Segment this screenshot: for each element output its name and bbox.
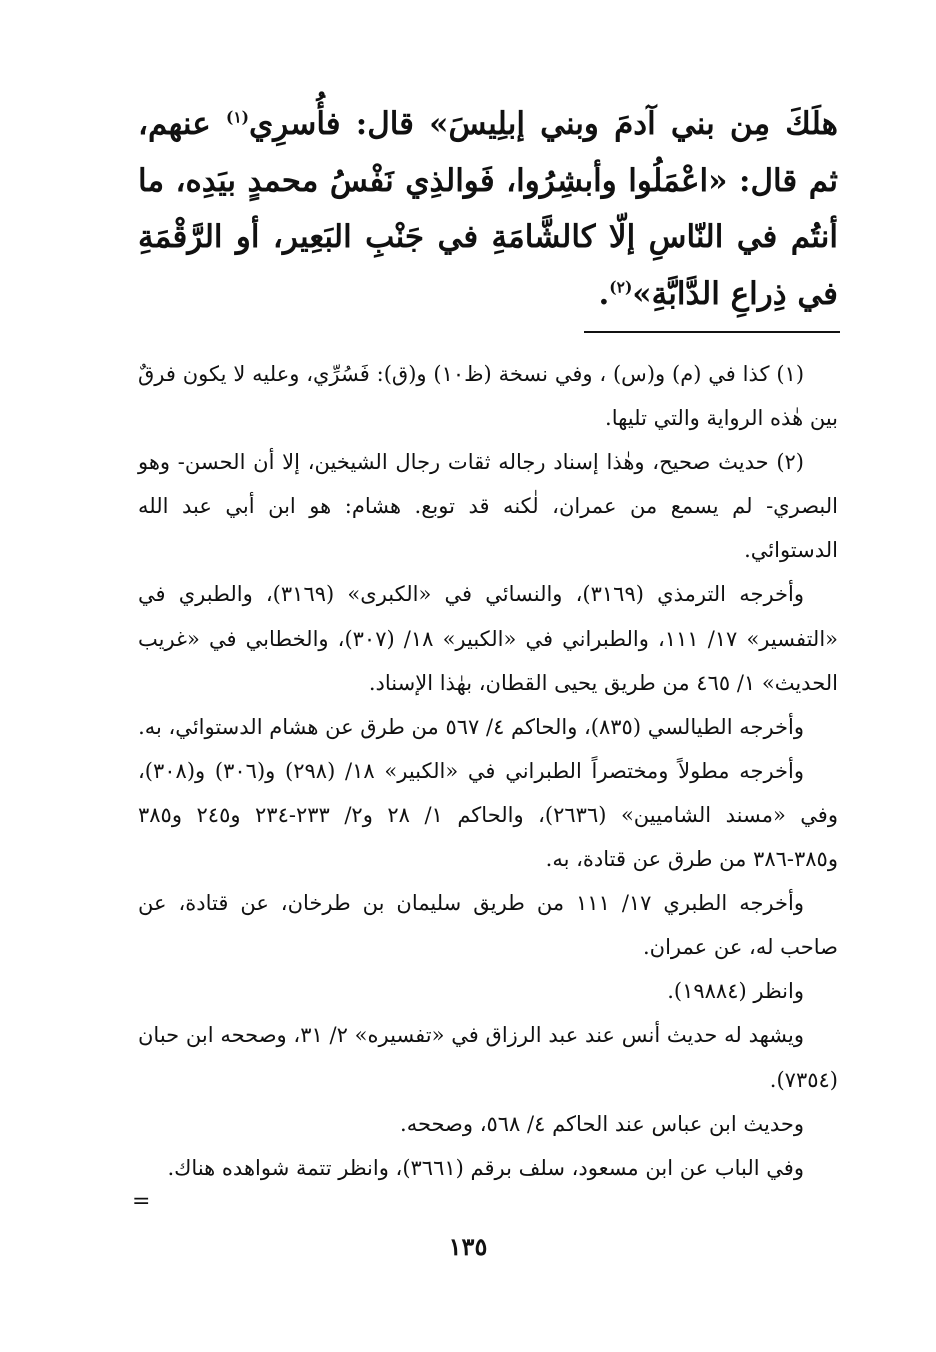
main-text-body: عنهم، ثم قال: «اعْمَلُوا وأبشِرُوا، فَوالذِي نَفْسُ محمدٍ بيَدِه، ما أنتُم في النّاسِ إلّا كالشَّامَةِ في جَنْبِ البَعِير، أو الرَّقْمَةِ في ذِراعِ الدَّابَّةِ»	[138, 106, 838, 312]
footnote-paragraph: وانظر (١٩٨٨٤).	[667, 979, 804, 1004]
footnote-paragraph: وأخرجه الطيالسي (٨٣٥)، والحاكم ٤/ ٥٦٧ من طرق عن هشام الدستوائي، به.	[138, 714, 804, 739]
footnote-ref-1: (١)	[225, 107, 249, 127]
continuation-mark: =	[132, 1189, 151, 1214]
main-text-start: هلَكَ مِن بني آدمَ وبني إبلِيسَ» قال: فأُسرِي	[248, 106, 838, 142]
main-paragraph	[138, 96, 838, 322]
footnote-paragraph: وأخرجه الطبري ١٧/ ١١١ من طريق سليمان بن طرخان، عن قتادة، عن صاحب له، عن عمران.	[138, 891, 838, 960]
footnotes	[138, 352, 838, 1190]
footnote-paragraph: وأخرجه مطولاً ومختصراً الطبراني في «الكبير» ١٨/ (٢٩٨) و(٣٠٦) و(٣٠٨)، وفي «مسند الشاميين» (٢٦٣٦)، والحاكم ١/ ٢٨ و٢/ ٢٣٣-٢٣٤ و٢٤٥ و٣٨٥ و٣٨٥-٣٨٦ من طرق عن قتادة، به.	[138, 758, 838, 872]
main-text-end: .	[598, 275, 610, 312]
footnote-paragraph: وأخرجه الترمذي (٣١٦٩)، والنسائي في «الكبرى» (٣١٦٩)، والطبري في «التفسير» ١٧/ ١١١، والطبراني في «الكبير» ١٨/ (٣٠٧)، والخطابي في «غريب الحديث» ١/ ٤٦٥ من طريق يحيى القطان، بهٰذا الإسناد.	[138, 582, 839, 695]
footnote-2: (٢) حديث صحيح، وهٰذا إسناد رجاله ثقات رجال الشيخين، إلا أن الحسن- وهو البصري- لم يسمع من عمران، لٰكنه قد توبع. هشام: هو ابن أبي عبد الله الدستوائي.	[138, 450, 838, 563]
footnote-paragraph: ويشهد له حديث أنس عند عبد الرزاق في «تفسيره» ٢/ ٣١، وصححه ابن حبان (٧٣٥٤).	[138, 1023, 838, 1092]
footnote-ref-2: (٢)	[609, 277, 633, 297]
footnote-paragraph: وفي الباب عن ابن مسعود، سلف برقم (٣٦٦١)، وانظر تتمة شواهده هناك.	[167, 1155, 804, 1180]
page-number: ١٣٥	[448, 1232, 488, 1261]
footnote-paragraph: وحديث ابن عباس عند الحاكم ٤/ ٥٦٨، وصححه.	[400, 1111, 804, 1136]
main-text	[138, 96, 838, 322]
footnote-separator	[584, 331, 840, 333]
footnote-1: (١) كذا في (م) و(س) ، وفي نسخة (ظ١٠) و(ق): فَسُرِّي، وعليه لا يكون فرقٌ بين هٰذه الرواية والتي تليها.	[138, 362, 838, 431]
